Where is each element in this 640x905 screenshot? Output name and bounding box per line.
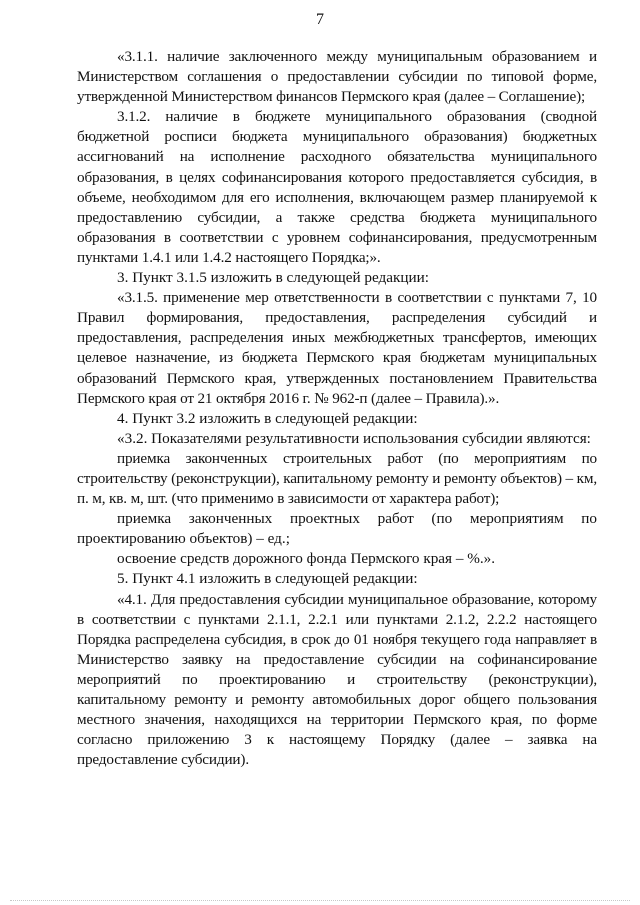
page-number: 7 — [316, 11, 324, 28]
document-body — [77, 47, 597, 770]
paragraph-3-1-5: «3.1.5. применение мер ответственности в соответствии с пунктами 7, 10 Правил формирования, предоставления, распределения субсидий и предоставления, распределения иных межбюджетных трансфертов, имеющих целевое назначение, из бюджета Пермского края бюджетам муниципальных образований Пермского края, утвержденных постановлением Правительства Пермского края от 21 октября 2016 г. № 962-п (далее – Правила).». — [77, 289, 597, 407]
paragraph-construction-acceptance: приемка законченных строительных работ (по мероприятиям по строительству (реконструкции), капитальному ремонту и ремонту объектов) – км, п. м, кв. м, шт. (что применимо в зависимости от характера работ); — [77, 449, 597, 508]
paragraph-item-4: 4. Пункт 3.2 изложить в следующей редакции: — [117, 409, 418, 427]
paragraph-item-3: 3. Пункт 3.1.5 изложить в следующей редакции: — [117, 269, 430, 287]
paragraph-design-acceptance: приемка законченных проектных работ (по мероприятиям по проектированию объектов) – ед.; — [77, 510, 597, 548]
paragraph-road-fund: освоение средств дорожного фонда Пермского края – %.». — [117, 550, 496, 568]
paragraph-3-2: «3.2. Показателями результативности использования субсидии являются: — [117, 429, 591, 447]
paragraph-3-1-1: «3.1.1. наличие заключенного между муниципальным образованием и Министерством соглашения о предоставлении субсидии по типовой форме, утвержденной Министерством финансов Пермского края (далее – Соглашение); — [77, 48, 597, 106]
paragraph-3-1-2: 3.1.2. наличие в бюджете муниципального образования (сводной бюджетной росписи бюджета муниципального образования) бюджетных ассигнований на исполнение расходного обязательства муниципального образования, в целях софинансирования которого предоставляется субсидия, в объеме, необходимом для его исполнения, включающем размер планируемой к предоставлению субсидии, а также средства бюджета муниципального образования в соответствии с уровнем софинансирования, предусмотренным пунктами 1.4.1 или 1.4.2 настоящего Порядка;». — [77, 108, 597, 266]
paragraph-item-5: 5. Пункт 4.1 изложить в следующей редакции: — [117, 570, 418, 588]
paragraph-4-1: «4.1. Для предоставления субсидии муниципальное образование, которому в соответствии с пунктами 2.1.1, 2.2.1 или пунктами 2.1.2, 2.2.2 настоящего Порядка распределена субсидия, в срок до 01 ноября текущего года направляет в Министерство заявку на предоставление субсидии на софинансирование мероприятий по проектированию и строительству (реконструкции), капитальному ремонту и ремонту автомобильных дорог общего пользования местного значения, находящихся на территории Пермского края, по форме согласно приложению 3 к настоящему Порядку (далее – заявка на предоставление субсидии). — [77, 590, 597, 769]
scan-bottom-edge — [10, 899, 630, 901]
